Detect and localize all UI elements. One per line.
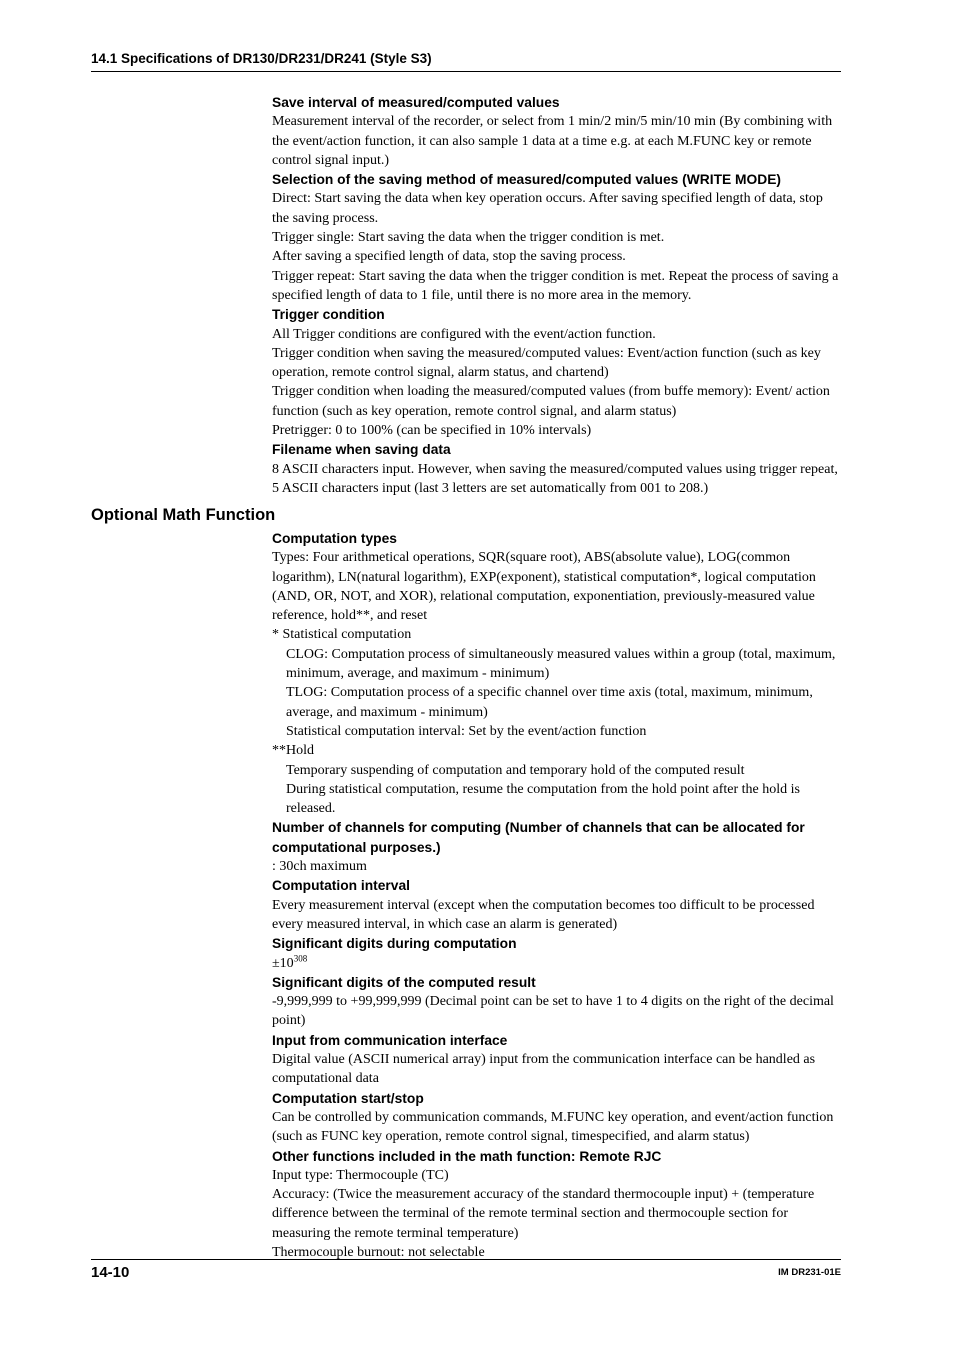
paragraph: Trigger condition when loading the measured/computed values (from buffe memory): Event/ action function (such as key operation, remote control signal, and alarm status) (272, 384, 830, 419)
paragraph: * Statistical computation (272, 627, 412, 643)
paragraph: Every measurement interval (except when the computation becomes too difficult to be processed every measured interval, in which case an alarm is generated) (272, 897, 815, 932)
subheading: Number of channels for computing (Number of channels that can be allocated for computational purposes.) (272, 820, 805, 855)
value-base: ±10 (272, 955, 294, 971)
paragraph: Direct: Start saving the data when key operation occurs. After saving specified length of data, stop the saving process. (272, 191, 823, 226)
paragraph: Thermocouple burnout: not selectable (272, 1244, 485, 1260)
paragraph: Trigger condition when saving the measured/computed values: Event/action function (such as key operation, remote control signal, alarm status, and chartend) (272, 345, 821, 381)
paragraph: **Hold (272, 743, 314, 759)
indented-paragraph: CLOG: Computation process of simultaneously measured values within a group (total, maximum, minimum, average, and maximum - minimum) (286, 646, 836, 682)
paragraph: : 30ch maximum (272, 859, 367, 875)
value-exponent: 308 (293, 952, 308, 963)
paragraph: Trigger single: Start saving the data when the trigger condition is met. (272, 230, 665, 246)
indented-paragraph: Temporary suspending of computation and temporary hold of the computed result (286, 762, 745, 778)
subheading: Computation start/stop (272, 1090, 424, 1106)
subheading: Computation interval (272, 878, 410, 894)
indented-paragraph: Statistical computation interval: Set by the event/action function (286, 723, 647, 739)
paragraph: Digital value (ASCII numerical array) input from the communication interface can be handled as computational data (272, 1052, 816, 1087)
subheading: Significant digits during computation (272, 936, 517, 952)
paragraph: Can be controlled by communication commands, M.FUNC key operation, and event/action function (such as FUNC key operation, remote control signal, timespecified, and alarm status) (272, 1109, 834, 1145)
footer-rule (91, 1259, 841, 1260)
subheading: Other functions included in the math function: Remote RJC (272, 1148, 662, 1164)
paragraph: Types: Four arithmetical operations, SQR(square root), ABS(absolute value), LOG(common logarithm), LN(natural logarithm), EXP(exponent), statistical computation*, logical computation (AND, OR, NOT, and XOR), relational computation, exponentiation, previously-measured value reference, hold**, and reset (272, 550, 816, 624)
subheading: Significant digits of the computed result (272, 974, 536, 990)
subheading: Selection of the saving method of measured/computed values (WRITE MODE) (272, 172, 782, 188)
indented-paragraph: During statistical computation, resume the computation from the hold point after the hold is released. (286, 781, 801, 817)
paragraph: All Trigger conditions are configured with the event/action function. (272, 326, 656, 342)
block-storage-settings (272, 93, 842, 498)
page-number: 14-10 (91, 1264, 130, 1281)
document-id: IM DR231-01E (778, 1267, 841, 1278)
subheading: Filename when saving data (272, 442, 451, 458)
value-with-exponent (272, 954, 842, 973)
paragraph: Trigger repeat: Start saving the data when the trigger condition is met. Repeat the process of saving a specified length of data to 1 file, until there is no more area in the memory. (272, 268, 839, 303)
subheading: Trigger condition (272, 307, 385, 323)
paragraph: -9,999,999 to +99,999,999 (Decimal point can be set to have 1 to 4 digits on the right of the decimal point) (272, 994, 834, 1029)
subheading: Computation types (272, 531, 397, 546)
subheading: Input from communication interface (272, 1032, 508, 1048)
paragraph: After saving a specified length of data, stop the saving process. (272, 249, 626, 265)
paragraph: Measurement interval of the recorder, or select from 1 min/2 min/5 min/10 min (By combining with the event/action function, it can also sample 1 data at a time e.g. at each M.FUNC key or remote control signal input.) (272, 114, 833, 168)
block-math-function (272, 529, 842, 1262)
paragraph: Accuracy: (Twice the measurement accuracy of the standard thermocouple input) + (temperature difference between the terminal of the remote terminal section and thermocouple section for measuring the remote terminal temperature) (272, 1187, 815, 1241)
paragraph: 8 ASCII characters input. However, when saving the measured/computed values using trigger repeat, 5 ASCII characters input (last 3 letters are set automatically from 001 to 208.) (272, 461, 838, 496)
header-rule (91, 71, 841, 72)
running-header: 14.1 Specifications of DR130/DR231/DR241 (Style S3) (91, 51, 432, 66)
indented-paragraph: TLOG: Computation process of a specific channel over time axis (total, maximum, minimum, average, and maximum - minimum) (286, 685, 813, 720)
section-title: Optional Math Function (91, 506, 276, 524)
subheading: Save interval of measured/computed values (272, 95, 560, 110)
paragraph: Pretrigger: 0 to 100% (can be specified in 10% intervals) (272, 423, 592, 439)
paragraph: Input type: Thermocouple (TC) (272, 1167, 449, 1183)
